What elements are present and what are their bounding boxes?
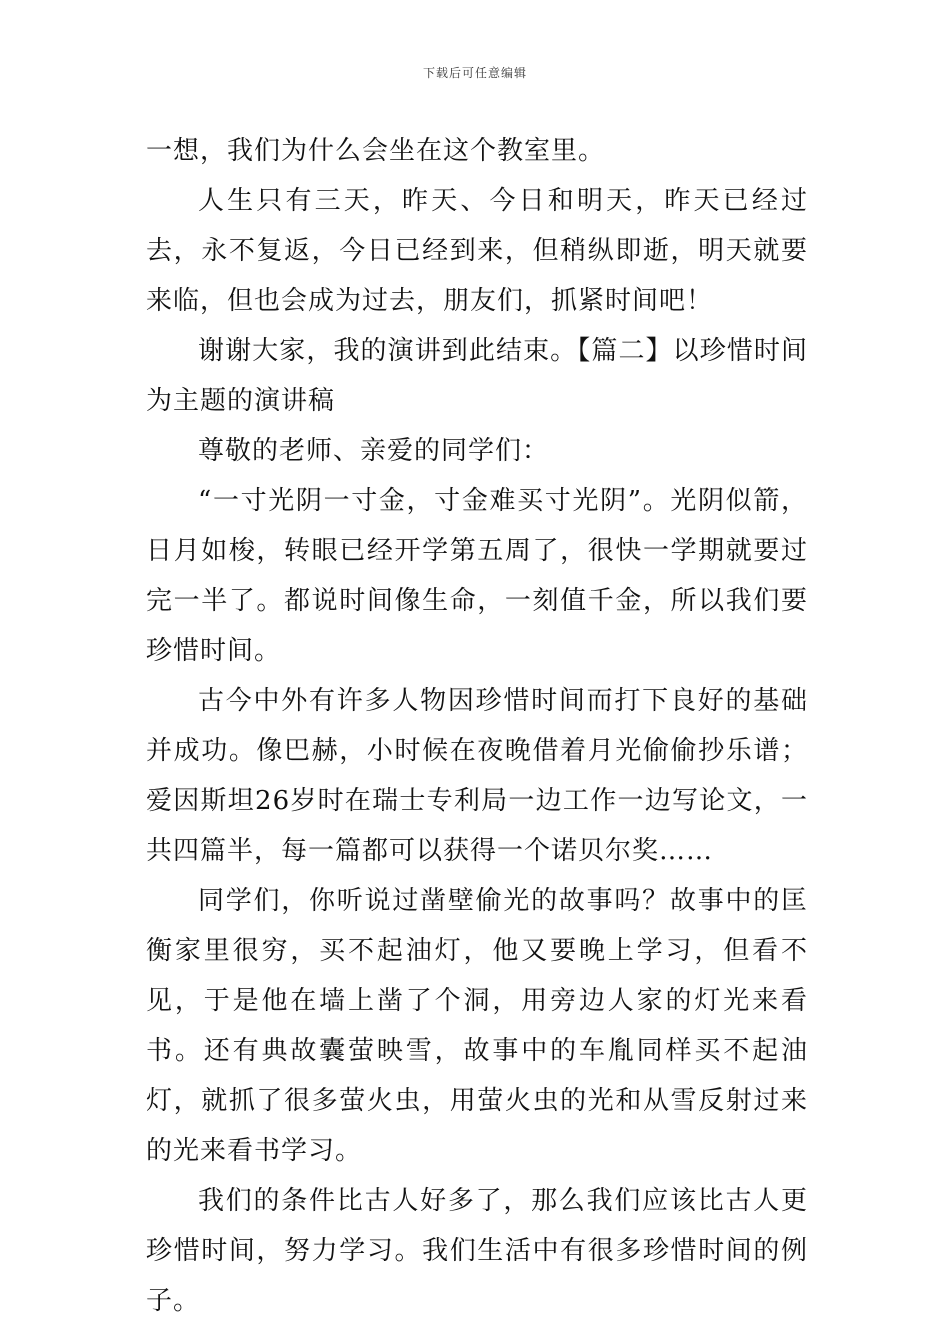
paragraph-7: 同学们，你听说过凿壁偷光的故事吗？故事中的匡衡家里很穷，买不起油灯，他又要晚上学习，但看不见，于是他在墙上凿了个洞，用旁边人家的灯光来看书。还有典故囊萤映雪，故事中的车胤同样买不起油灯，就抓了很多萤火虫，用萤火虫的光和从雪反射过来的光来看书学习。 bbox=[146, 886, 808, 1166]
paragraph-2: 人生只有三天，昨天、今日和明天，昨天已经过去，永不复返，今日已经到来，但稍纵即逝，明天就要来临，但也会成为过去，朋友们，抓紧时间吧！ bbox=[146, 186, 808, 316]
paragraph-5: “一寸光阴一寸金，寸金难买寸光阴”。光阴似箭，日月如梭，转眼已经开学第五周了，很快一学期就要过完一半了。都说时间像生命，一刻值千金，所以我们要珍惜时间。 bbox=[146, 486, 808, 666]
paragraph-4: 尊敬的老师、亲爱的同学们： bbox=[198, 436, 550, 466]
paragraph-1: 一想，我们为什么会坐在这个教室里。 bbox=[146, 136, 606, 166]
paragraph-3: 谢谢大家，我的演讲到此结束。【篇二】以珍惜时间为主题的演讲稿 bbox=[146, 336, 808, 416]
page-header: 下载后可任意编辑 bbox=[422, 66, 527, 80]
document-body bbox=[146, 126, 808, 1326]
paragraph-6: 古今中外有许多人物因珍惜时间而打下良好的基础并成功。像巴赫，小时候在夜晚借着月光偷偷抄乐谱；爱因斯坦26岁时在瑞士专利局一边工作一边写论文，一共四篇半，每一篇都可以获得一个诺贝尔奖…… bbox=[146, 686, 808, 866]
paragraph-8: 我们的条件比古人好多了，那么我们应该比古人更珍惜时间，努力学习。我们生活中有很多珍惜时间的例子。 bbox=[146, 1186, 808, 1316]
